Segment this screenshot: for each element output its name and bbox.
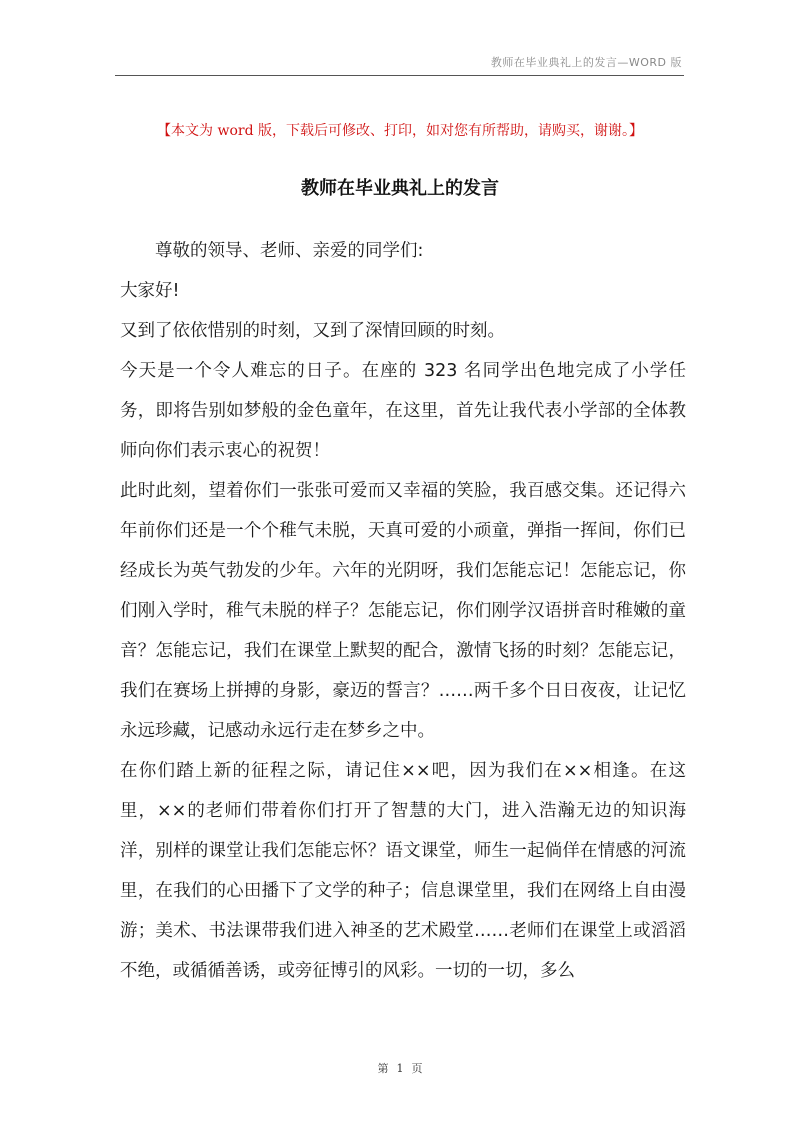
purchase-notice: 【本文为 word 版，下载后可修改、打印，如对您有所帮助，请购买，谢谢。】	[157, 123, 643, 139]
page-number: 1	[396, 1062, 404, 1075]
body-paragraph: 今天是一个令人难忘的日子。在座的 323 名同学出色地完成了小学任务，即将告别如梦般的金色童年，在这里，首先让我代表小学部的全体教师向你们表示衷心的祝贺！	[120, 361, 686, 461]
body-paragraph: 在你们踏上新的征程之际，请记住××吧，因为我们在××相逢。在这里，××的老师们带着你们打开了智慧的大门，进入浩瀚无边的知识海洋，别样的课堂让我们怎能忘怀？语文课堂，师生一起倘佯在情感的河流里，在我们的心田播下了文学的种子；信息课堂里，我们在网络上自由漫游；美术、书法课带我们进入神圣的艺术殿堂……老师们在课堂上或滔滔不绝，或循循善诱，或旁征博引的风彩。一切的一切，多么	[120, 761, 686, 981]
salutation-paragraph: 尊敬的领导、老师、亲爱的同学们:	[155, 241, 424, 261]
body-paragraph: 又到了依依惜别的时刻，又到了深情回顾的时刻。	[120, 321, 505, 341]
document-body	[120, 231, 686, 991]
greeting-paragraph: 大家好!	[120, 281, 180, 301]
header-divider	[115, 75, 684, 76]
page-suffix: 页	[411, 1062, 423, 1075]
page-prefix: 第	[377, 1062, 389, 1075]
document-title: 教师在毕业典礼上的发言	[301, 178, 499, 199]
body-paragraph: 此时此刻，望着你们一张张可爱而又幸福的笑脸，我百感交集。还记得六年前你们还是一个个稚气未脱，天真可爱的小顽童，弹指一挥间，你们已经成长为英气勃发的少年。六年的光阴呀，我们怎能忘记！怎能忘记，你们刚入学时，稚气未脱的样子？怎能忘记，你们刚学汉语拼音时稚嫩的童音？怎能忘记，我们在课堂上默契的配合，激情飞扬的时刻？怎能忘记，我们在赛场上拼搏的身影，豪迈的誓言？……两千多个日日夜夜，让记忆永远珍藏，记感动永远行走在梦乡之中。	[120, 481, 686, 741]
running-header: 教师在毕业典礼上的发言—WORD 版	[490, 56, 682, 69]
page-footer	[0, 1060, 800, 1076]
